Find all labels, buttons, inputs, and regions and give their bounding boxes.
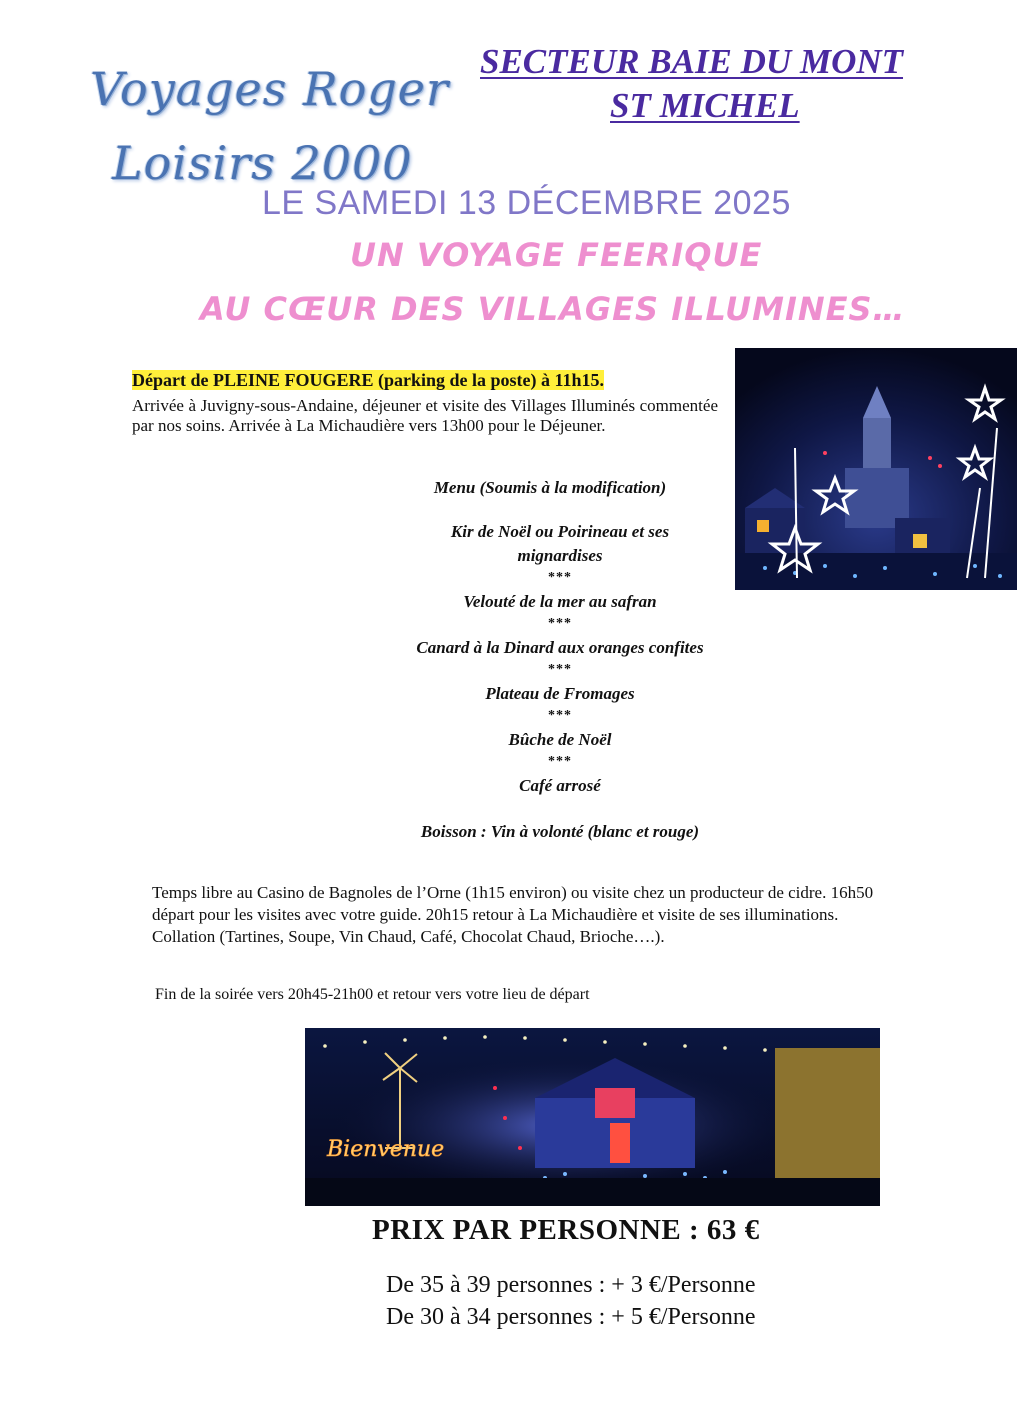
menu-item-canard: Canard à la Dinard aux oranges confites [416, 638, 704, 657]
end-of-evening: Fin de la soirée vers 20h45-21h00 et retour vers votre lieu de départ [155, 986, 590, 1003]
brand-name-line1: Voyages Roger [90, 62, 449, 116]
departure-highlight: Départ de PLEINE FOUGERE (parking de la poste) à 11h15. [132, 370, 605, 390]
menu-separator: *** [548, 616, 572, 631]
menu-item-veloute: Velouté de la mer au safran [463, 592, 657, 611]
brand-name-line2: Loisirs 2000 [112, 136, 413, 190]
menu-heading: Menu (Soumis à la modification) [433, 478, 667, 497]
menu-item-buche: Bûche de Noël [508, 730, 612, 749]
bienvenue-sign: Bienvenue [327, 1137, 445, 1162]
event-date: LE SAMEDI 13 DÉCEMBRE 2025 [262, 184, 791, 222]
afternoon-line1: Temps libre au Casino de Bagnoles de l’Orne (1h15 environ) ou visite chez un producteur de cidre. 16h50 [152, 883, 874, 902]
bienvenue-garden-photo [305, 1028, 880, 1206]
trip-title-line1: UN VOYAGE FEERIQUE [350, 236, 763, 274]
menu-separator: *** [548, 570, 572, 585]
intro-text: Arrivée à Juvigny-sous-Andaine, déjeuner et visite des Villages Illuminés commentée par nos soins. Arrivée à La Michaudière vers 13h00 pour le Déjeuner. [132, 396, 718, 435]
price-per-person: PRIX PAR PERSONNE : 63 € [372, 1214, 760, 1246]
village-lights-photo [735, 348, 1017, 590]
menu-item-kir-line1: Kir de Noël ou Poirineau et ses [450, 522, 670, 541]
departure-info [132, 370, 604, 391]
supplement-30-34: De 30 à 34 personnes : + 5 €/Personne [386, 1304, 756, 1330]
menu-item-kir-line2: mignardises [517, 546, 603, 565]
afternoon-line2: départ pour les visites avec votre guide. 20h15 retour à La Michaudière et visite de ses illuminations. [152, 905, 839, 924]
menu-item-fromages: Plateau de Fromages [485, 684, 635, 703]
menu-item-cafe: Café arrosé [519, 776, 601, 795]
supplement-35-39: De 35 à 39 personnes : + 3 €/Personne [386, 1272, 756, 1298]
menu-separator: *** [548, 708, 572, 723]
afternoon-line3: Collation (Tartines, Soupe, Vin Chaud, Café, Chocolat Chaud, Brioche….). [152, 927, 665, 946]
menu-drinks: Boisson : Vin à volonté (blanc et rouge) [420, 822, 700, 841]
sector-title-line2: ST MICHEL [610, 86, 800, 125]
trip-title-line2: AU CŒUR DES VILLAGES ILLUMINES… [200, 290, 906, 328]
menu-separator: *** [548, 754, 572, 769]
menu-separator: *** [548, 662, 572, 677]
sector-title-line1: SECTEUR BAIE DU MONT [480, 42, 904, 81]
